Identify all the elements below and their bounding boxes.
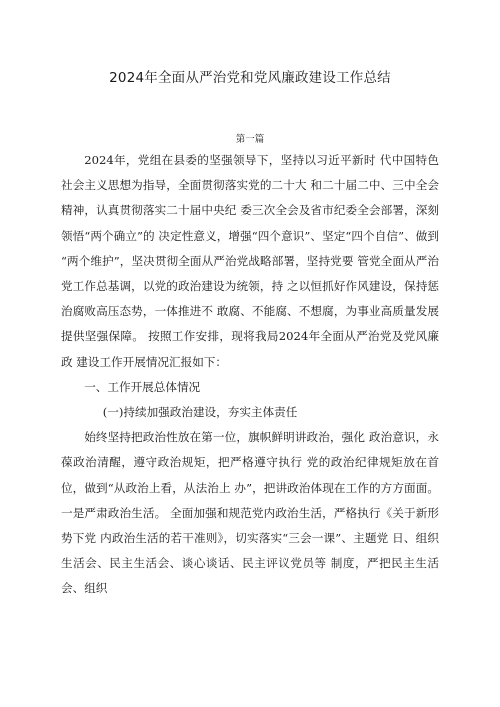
heading-level-1: 一、工作开展总体情况: [84, 379, 201, 394]
heading-level-2: (一)持续加强政治建设，夯实主体责任: [102, 405, 298, 420]
section-label: 第一篇: [235, 134, 265, 145]
document-title: 2024年全面从严治党和党风廉政建设工作总结: [109, 70, 391, 86]
document-body: [61, 148, 439, 602]
paragraph-intro: 2024年，党组在县委的坚强领导下，坚持以习近平新时 代中国特色社会主义思想为指导，全面贯彻落实党的二十大 和二十届二中、三中全会精神，认真贯彻落实二十届中央纪 委三次全会及省市纪委全会部署，深刻领悟“两个确立”的 决定性意义，增强“四个意识”、坚定“四个自信”、做到 “两个维护”，坚决贯彻全面从严治党战略部署，坚持党要 管党全面从严治党工作总基调，以党的政治建设为统领，持 之以恒抓好作风建设，保持惩治腐败高压态势，一体推进不 敢腐、不能腐、不想腐，为事业高质量发展提供坚强保障。 按照工作安排，现将我局2024年全面从严治党及党风廉政 建设工作开展情况汇报如下：: [61, 153, 439, 369]
paragraph-political-building: 始终坚持把政治性放在第一位，旗帜鲜明讲政治，强化 政治意识，永葆政治清醒，遵守政治规矩，把严格遵守执行 党的政治纪律规矩放在首位，做到“从政治上看，从法治上 办”，把讲政治体现在工作的方方面面。一是严肃政治生活。 全面加强和规范党内政治生活，严格执行《关于新形势下党 内政治生活的若干准则》，切实落实“三会一课”、主题党 日、组织生活会、民主生活会、谈心谈话、民主评议党员等 制度，严把民主生活会、组织: [61, 430, 439, 596]
